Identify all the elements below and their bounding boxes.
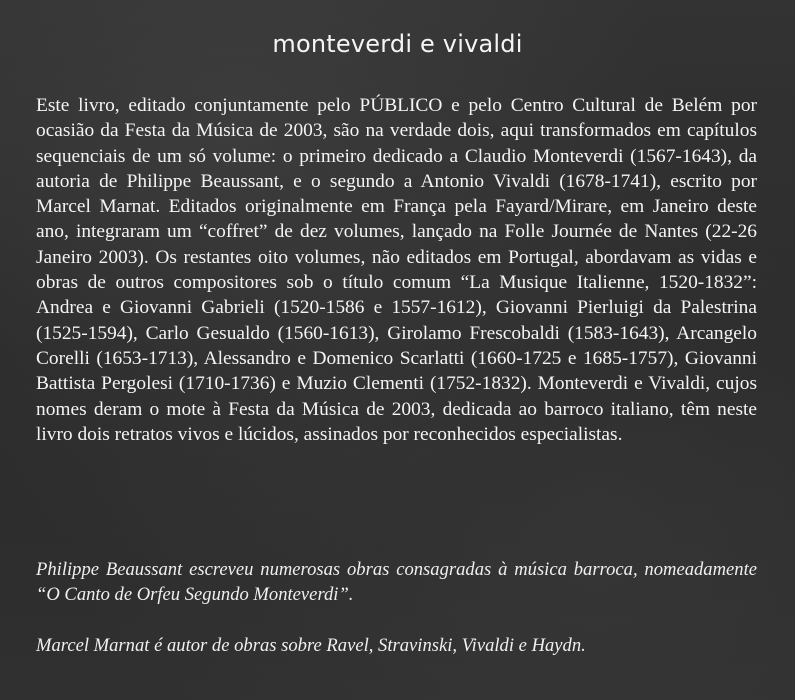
author-note-marnat: Marcel Marnat é autor de obras sobre Ravel, Stravinski, Vivaldi e Haydn. <box>36 635 586 656</box>
page-title: monteverdi e vivaldi <box>272 30 523 58</box>
author-note-beaussant: Philippe Beaussant escreveu numerosas obras consagradas à música barroca, nomeadamente “O Canto de Orfeu Segundo Monteverdi”. <box>36 559 757 606</box>
body-paragraph: Este livro, editado conjuntamente pelo PÚBLICO e pelo Centro Cultural de Belém por ocasião da Festa da Música de 2003, são na verdade dois, aqui transformados em capítulos sequenciais de um só volume: o primeiro dedicado a Claudio Monteverdi (1567-1643), da autoria de Philippe Beaussant, e o segundo a Antonio Vivaldi (1678-1741), escrito por Marcel Marnat. Editados originalmente em França pela Fayard/Mirare, em Janeiro deste ano, integraram um “coffret” de dez volumes, lançado na Folle Journée de Nantes (22-26 Janeiro 2003). Os restantes oito volumes, não editados em Portugal, abordavam as vidas e obras de outros compositores sob o título comum “La Musique Italienne, 1520-1832”: Andrea e Giovanni Gabrieli (1520-1586 e 1557-1612), Giovanni Pierluigi da Palestrina (1525-1594), Carlo Gesualdo (1560-1613), Girolamo Frescobaldi (1583-1643), Arcangelo Corelli (1653-1713), Alessandro e Domenico Scarlatti (1660-1725 e 1685-1757), Giovanni Battista Pergolesi (1710-1736) e Muzio Clementi (1752-1832). Monteverdi e Vivaldi, cujos nomes deram o mote à Festa da Música de 2003, dedicada ao barroco italiano, têm neste livro dois retratos vivos e lúcidos, assinados por reconhecidos especialistas. <box>36 95 757 445</box>
